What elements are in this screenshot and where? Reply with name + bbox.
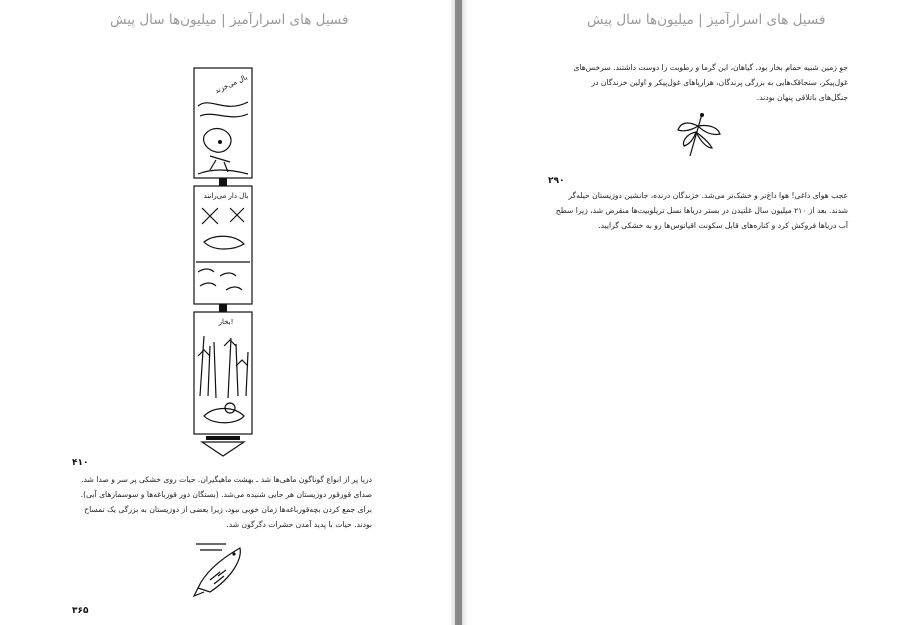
year-label: ۲۹۰ [548, 176, 565, 186]
year-label: ۴۱۰ [72, 458, 89, 468]
strip-label-3: بخار! [218, 318, 234, 326]
timeline-illustration [180, 66, 260, 466]
paragraph-line: غول‌پیکر، سنجاقک‌هایی به بزرگی پرندگان، هزارپاهای غول‌پیکر و اولین خزندگان در [591, 78, 848, 87]
paragraph-line: عجب هوای داغی! هوا داغ‌تر و خشک‌تر می‌شد. خزندگان درنده، جانشین دوزیستان حیله‌گر [568, 191, 848, 200]
paragraph-line: دریا پر از انواع گوناگون ماهی‌ها شد ـ بهشت ماهیگیران. حیات روی خشکی پر سر و صدا شد. [81, 475, 372, 484]
paragraph-line: جوِ زمین شبیه حمام بخار بود. گیاهان، این گرما و رطوبت را دوست داشتند. سرخس‌های [573, 63, 848, 72]
paragraph-line: جنگل‌های باتلاقی پنهان بودند. [756, 93, 848, 102]
paragraph-line: برای جمع کردن بچه‌قورباغه‌ها زمان خوبی نبود، زیرا بعضی از دوزیستان به بزرگی یک تمساح [84, 505, 372, 514]
fish-sketch [190, 540, 250, 600]
timeline-panel-2 [194, 186, 252, 304]
paragraph-line: صدای قورقور دوزیستان هر جایی شنیده می‌شد. (بستگان دور قورباغه‌ها و سوسمارهای آبی). [80, 490, 372, 499]
strip-label-2: بال دار می‌رانند [203, 192, 249, 200]
paragraph-line: آب دریاها فروکش کرد و کناره‌های قابل سکونت اقیانوس‌ها رو به خشکی گرایید. [598, 221, 848, 230]
paragraph-line: شدند. بعد از ۲۱۰ میلیون سال غلتیدن در بستر دریاها نسل تریلوبیت‌ها منقرض شد، زیرا سطح [555, 206, 848, 215]
paragraph-line: بودند. حیات با پدید آمدن حشرات دگرگون شد. [226, 520, 372, 529]
left-page [0, 0, 455, 625]
gutter-shadow [462, 0, 468, 625]
left-paragraph [72, 472, 372, 532]
gutter-shadow [449, 0, 455, 625]
strip-label-1: بال می‌خزند [213, 73, 249, 96]
right-page [462, 0, 911, 625]
timeline-panel-3 [194, 312, 252, 434]
timeline-panel-1 [194, 68, 252, 178]
running-head-left: فسیل های اسرارآمیز | میلیون‌ها سال پیش [110, 12, 349, 28]
running-head-right: فسیل های اسرارآمیز | میلیون‌ها سال پیش [587, 12, 826, 28]
right-paragraph [548, 188, 848, 233]
dragonfly-sketch [674, 110, 724, 160]
right-intro-paragraph [548, 60, 848, 105]
page-number: ۳۶۵ [72, 606, 89, 616]
